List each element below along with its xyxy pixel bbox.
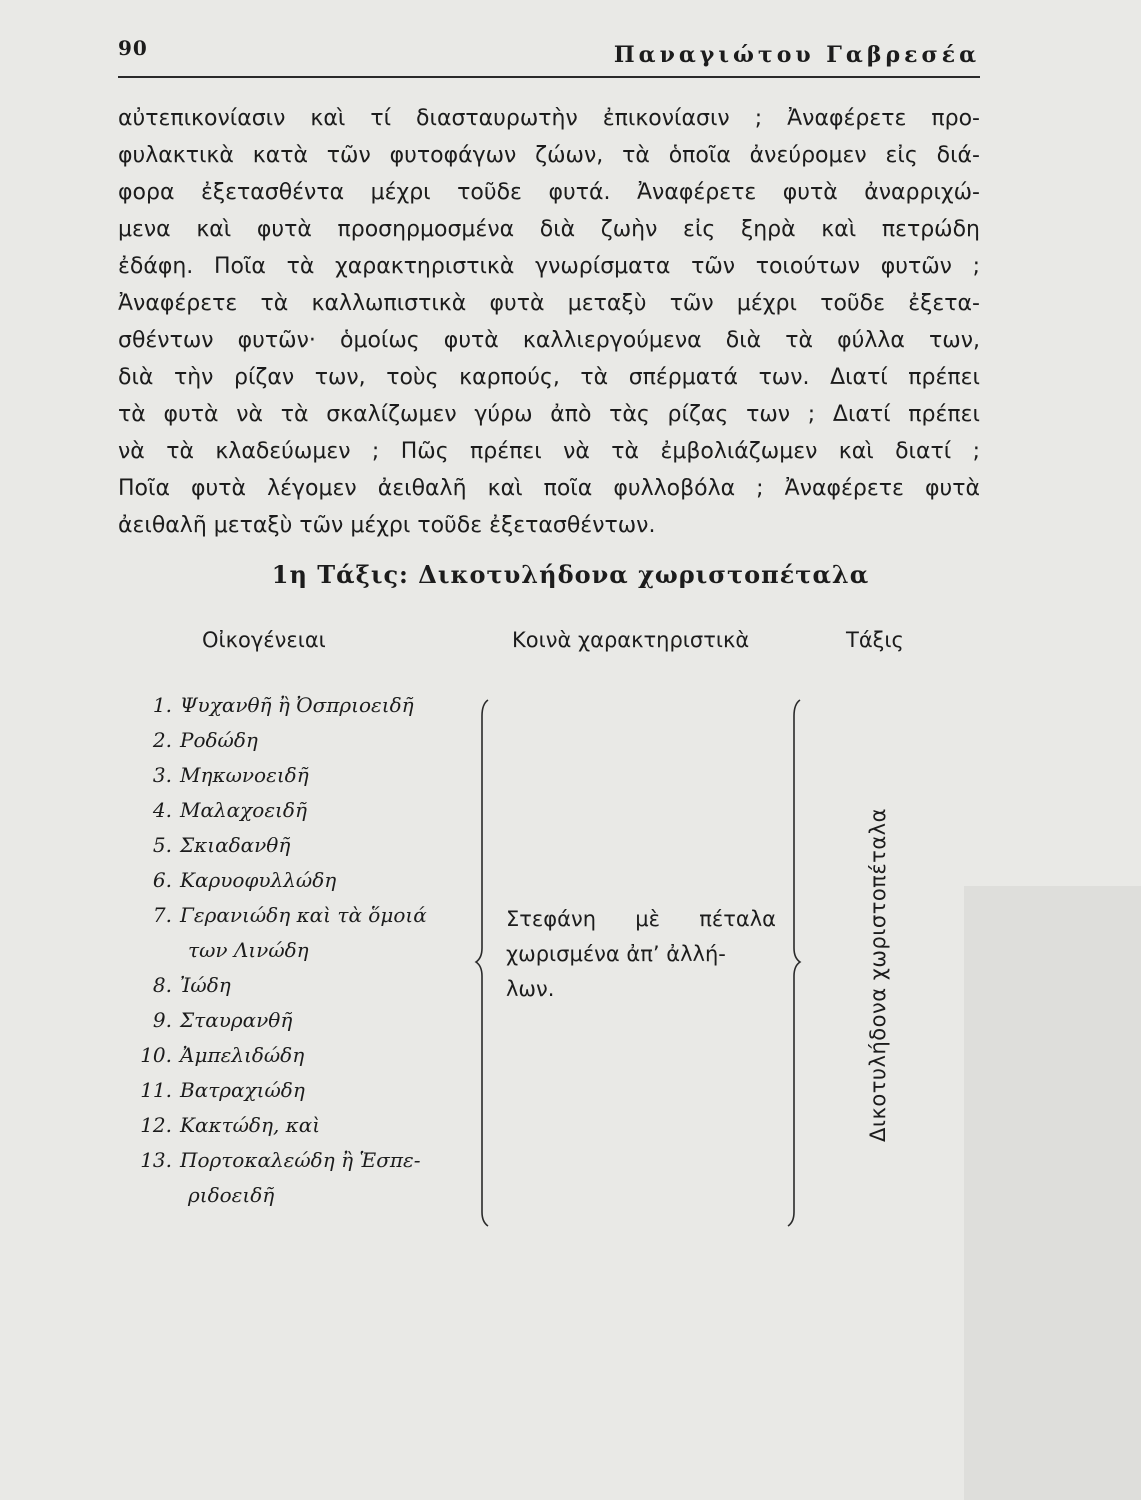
family-number: 12. xyxy=(140,1113,172,1137)
paragraph-line: φορα ἐξετασθέντα μέχρι τοῦδε φυτά. Ἀναφέρετε φυτὰ ἀναρριχώ- xyxy=(118,180,980,205)
family-row xyxy=(130,1143,480,1178)
family-row xyxy=(130,793,480,828)
family-name: ριδοειδῆ xyxy=(188,1183,275,1207)
family-row xyxy=(130,758,480,793)
family-name: Κακτώδη, καὶ xyxy=(180,1113,321,1137)
family-row xyxy=(130,1003,480,1038)
family-row xyxy=(130,898,480,933)
family-number: 8. xyxy=(152,973,172,997)
family-number: 11. xyxy=(140,1078,172,1102)
family-name: Καρυοφυλλώδη xyxy=(180,868,337,892)
family-row xyxy=(130,863,480,898)
family-number: 6. xyxy=(152,868,172,892)
family-number: 9. xyxy=(152,1008,172,1032)
paragraph-line: ἀειθαλῆ μεταξὺ τῶν μέχρι τοῦδε ἐξετασθέντων. xyxy=(118,513,656,538)
column-header-features: Κοινὰ χαρακτηριστικὰ xyxy=(512,628,750,652)
family-row xyxy=(130,1073,480,1108)
paragraph-line: ἐδάφη. Ποῖα τὰ χαρακτηριστικὰ γνωρίσματα τῶν τοιούτων φυτῶν ; xyxy=(118,254,980,279)
family-name: Ἀμπελιδώδη xyxy=(180,1043,305,1067)
family-number: 3. xyxy=(152,763,172,787)
family-row xyxy=(130,688,480,723)
paragraph-line: σθέντων φυτῶν· ὁμοίως φυτὰ καλλιεργούμενα διὰ τὰ φύλλα των, xyxy=(118,328,980,353)
page-number: 90 xyxy=(118,36,148,60)
paragraph-line: μενα καὶ φυτὰ προσηρμοσμένα διὰ ζωὴν εἰς ξηρὰ καὶ πετρώδη xyxy=(118,217,980,242)
paragraph-line: νὰ τὰ κλαδεύωμεν ; Πῶς πρέπει νὰ τὰ ἐμβολιάζωμεν καὶ διατί ; xyxy=(118,439,980,464)
family-name: Βατραχιώδη xyxy=(180,1078,305,1102)
family-name: Ἰώδη xyxy=(180,973,231,997)
column-header-families: Οἰκογένειαι xyxy=(202,628,326,652)
family-name: Μαλαχοειδῆ xyxy=(180,798,307,822)
section-heading: 1η Τάξις: Δικοτυλήδονα χωριστοπέταλα xyxy=(271,560,870,589)
paragraph-line: τὰ φυτὰ νὰ τὰ σκαλίζωμεν γύρω ἀπὸ τὰς ρίζας των ; Διατί πρέπει xyxy=(118,402,980,427)
family-row xyxy=(130,723,480,758)
feature-line: Στεφάνη μὲ πέταλα xyxy=(506,907,776,931)
order-text: Δικοτυλήδονα χωριστοπέταλα xyxy=(866,808,890,1142)
family-row xyxy=(130,1038,480,1073)
family-number: 2. xyxy=(152,728,172,752)
family-name: Πορτοκαλεώδη ἢ Ἑσπε- xyxy=(180,1148,421,1172)
family-number: 4. xyxy=(152,798,172,822)
family-name: Ψυχανθῆ ἢ Ὀσπριοειδῆ xyxy=(180,693,414,717)
family-number: 7. xyxy=(152,903,172,927)
family-number: 5. xyxy=(152,833,172,857)
family-name: Σκιαδανθῆ xyxy=(180,833,291,857)
family-name: Ροδώδη xyxy=(180,728,258,752)
feature-line: χωρισμένα ἀπ’ ἀλλή- xyxy=(506,942,726,966)
family-name: Μηκωνοειδῆ xyxy=(180,763,309,787)
family-row-continuation xyxy=(130,933,480,968)
family-row xyxy=(130,1108,480,1143)
paragraph-line: διὰ τὴν ρίζαν των, τοὺς καρπούς, τὰ σπέρματά των. Διατί πρέπει xyxy=(118,365,980,390)
running-head: Παναγιώτου Γαβρεσέα xyxy=(613,42,980,68)
column-header-order: Τάξις xyxy=(846,628,904,652)
paragraph-line: αὐτεπικονίασιν καὶ τί διασταυρωτὴν ἐπικονίασιν ; Ἀναφέρετε προ- xyxy=(118,106,980,131)
family-number: 10. xyxy=(140,1043,172,1067)
body-paragraph xyxy=(118,100,980,544)
family-number: 13. xyxy=(140,1148,172,1172)
family-name: Σταυρανθῆ xyxy=(180,1008,293,1032)
family-name: των Λινώδη xyxy=(188,938,309,962)
paragraph-line: φυλακτικὰ κατὰ τῶν φυτοφάγων ζώων, τὰ ὁποῖα ἀνεύρομεν εἰς διά- xyxy=(118,143,980,168)
paragraph-line: Ποῖα φυτὰ λέγομεν ἀειθαλῆ καὶ ποῖα φυλλοβόλα ; Ἀναφέρετε φυτὰ xyxy=(118,476,980,501)
feature-line: λων. xyxy=(506,977,555,1001)
family-name: Γερανιώδη καὶ τὰ ὅμοιά xyxy=(180,903,427,927)
paragraph-line: Ἀναφέρετε τὰ καλλωπιστικὰ φυτὰ μεταξὺ τῶν μέχρι τοῦδε ἐξετα- xyxy=(118,291,980,316)
family-row xyxy=(130,968,480,1003)
family-number: 1. xyxy=(152,693,172,717)
family-row xyxy=(130,828,480,863)
common-features xyxy=(506,902,796,1007)
family-list xyxy=(130,688,480,1213)
family-row-continuation xyxy=(130,1178,480,1213)
header-rule xyxy=(118,76,980,78)
scan-shadow xyxy=(964,886,1141,1500)
